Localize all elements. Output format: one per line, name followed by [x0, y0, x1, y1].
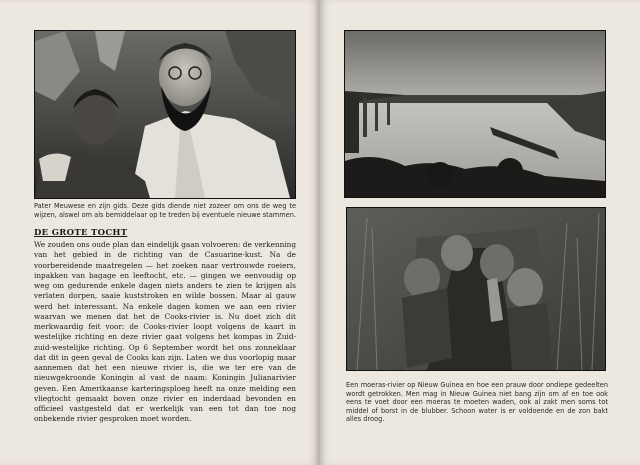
photo-missionary-and-guide-image: [35, 31, 295, 198]
photo-caption-right: Een moeras-rivier op Nieuw Guinea en hoe een prauw door ondiepe gedeelten wordt getrokken. Men mag in Nieuw Guinea niet bang zijn om af en toe ook eens te voet door een moeras te moeten waden, ook al zakt men soms tot middel of borst in de blubber. Schoon water is er voldoende en de zon bakt alles droog.: [346, 381, 608, 424]
section-heading: DE GROTE TOCHT: [34, 228, 128, 238]
right-page: [320, 0, 640, 465]
photo-caption-left: Pater Meuwese en zijn gids. Deze gids diende niet zozeer om ons de weg te wijzen, alswel om als bemiddelaar op te treden bij eventuele nieuwe stammen.: [34, 202, 296, 219]
photo-pulling-canoe: [346, 207, 606, 371]
photo-pulling-canoe-image: [347, 208, 605, 370]
photo-swamp-river-image: [345, 31, 605, 197]
photo-swamp-river: [344, 30, 606, 198]
photo-missionary-and-guide: [34, 30, 296, 199]
left-page: [0, 0, 318, 465]
body-text: We zouden ons oude plan dan eindelijk gaan volvoeren: de verkenning van het gebied in de richting van de Casuarine-kust. Na de voorbereidende maatregelen — het zoeken naar vertrouwde roeiers, inpakken van bagage en leeftocht, etc. — gingen we eenvoudig op weg om gedurende enkele dagen niets anders te zien te krijgen als verlaten dorpen, saaie kuststroken en wilde bossen. Maar al gauw werd het interessant. Na enkele dagen komen we aan een rivier waarvan we menen dat het de Cooks-rivier is. Nu doet zich dit merkwaardig feit voor: de Cooks-rivier loopt volgens de kaart in westelijke richting en deze rivier gaat volgens het kompas in Zuid-zuid-westelijke richting. Op 6 September wordt het ons zonneklaar dat dit in geen geval de Cooks kan zijn. Laten we dus voorlopig maar aannemen dat het een nieuwe rivier is, die we ter ere van de nieuwgekroonde Koningin al vast de naam: Koningin Julianarivier geven. Een Amerikaanse karteringsploeg heeft na onze melding een vliegtocht gemaakt boven onze rivier en inderdaad bevonden en officieel vastgesteld dat er werkelijk van een tot dan toe nog onbekende rivier gesproken moet worden.: [34, 240, 296, 424]
